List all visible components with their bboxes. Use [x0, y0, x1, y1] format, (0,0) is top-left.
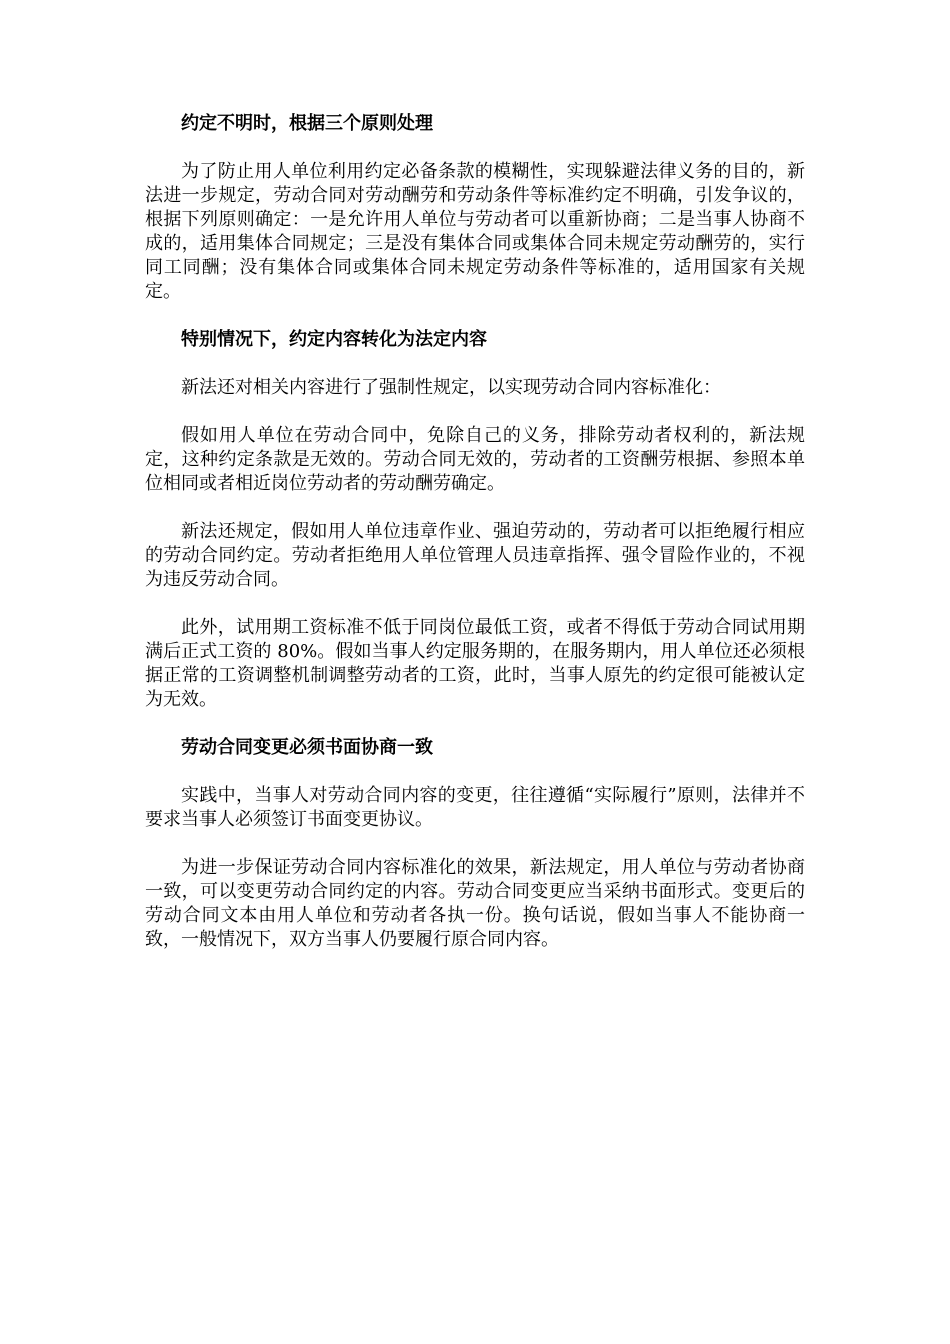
paragraph-3-1: 实践中，当事人对劳动合同内容的变更，往往遵循“实际履行”原则，法律并不要求当事人必须签订书面变更协议。: [145, 785, 805, 830]
section-heading-2: 特别情况下，约定内容转化为法定内容: [181, 329, 487, 350]
paragraph-2-1: 新法还对相关内容进行了强制性规定，以实现劳动合同内容标准化：: [181, 377, 721, 398]
paragraph-2-3: 新法还规定，假如用人单位违章作业、强迫劳动的，劳动者可以拒绝履行相应的劳动合同约定。劳动者拒绝用人单位管理人员违章指挥、强令冒险作业的，不视为违反劳动合同。: [145, 521, 805, 590]
document-page: [145, 112, 805, 976]
paragraph-2-2: 假如用人单位在劳动合同中，免除自己的义务，排除劳动者权利的，新法规定，这种约定条款是无效的。劳动合同无效的，劳动者的工资酬劳根据、参照本单位相同或者相近岗位劳动者的劳动酬劳确定。: [145, 425, 805, 494]
section-heading-1: 约定不明时，根据三个原则处理: [181, 113, 433, 134]
section-heading-3: 劳动合同变更必须书面协商一致: [181, 737, 433, 758]
paragraph-3-2: 为进一步保证劳动合同内容标准化的效果，新法规定，用人单位与劳动者协商一致，可以变更劳动合同约定的内容。劳动合同变更应当采纳书面形式。变更后的劳动合同文本由用人单位和劳动者各执一份。换句话说，假如当事人不能协商一致，一般情况下，双方当事人仍要履行原合同内容。: [145, 857, 805, 950]
paragraph-1-1: 为了防止用人单位利用约定必备条款的模糊性，实现躲避法律义务的目的，新法进一步规定，劳动合同对劳动酬劳和劳动条件等标准约定不明确，引发争议的，根据下列原则确定：一是允许用人单位与劳动者可以重新协商；二是当事人协商不成的，适用集体合同规定；三是没有集体合同或集体合同未规定劳动酬劳的，实行同工同酬；没有集体合同或集体合同未规定劳动条件等标准的，适用国家有关规定。: [145, 161, 805, 302]
paragraph-2-4: 此外，试用期工资标准不低于同岗位最低工资，或者不得低于劳动合同试用期满后正式工资的 80%。假如当事人约定服务期的，在服务期内，用人单位还必须根据正常的工资调整机制调整劳动者的工资，此时，当事人原先的约定很可能被认定为无效。: [145, 617, 805, 710]
